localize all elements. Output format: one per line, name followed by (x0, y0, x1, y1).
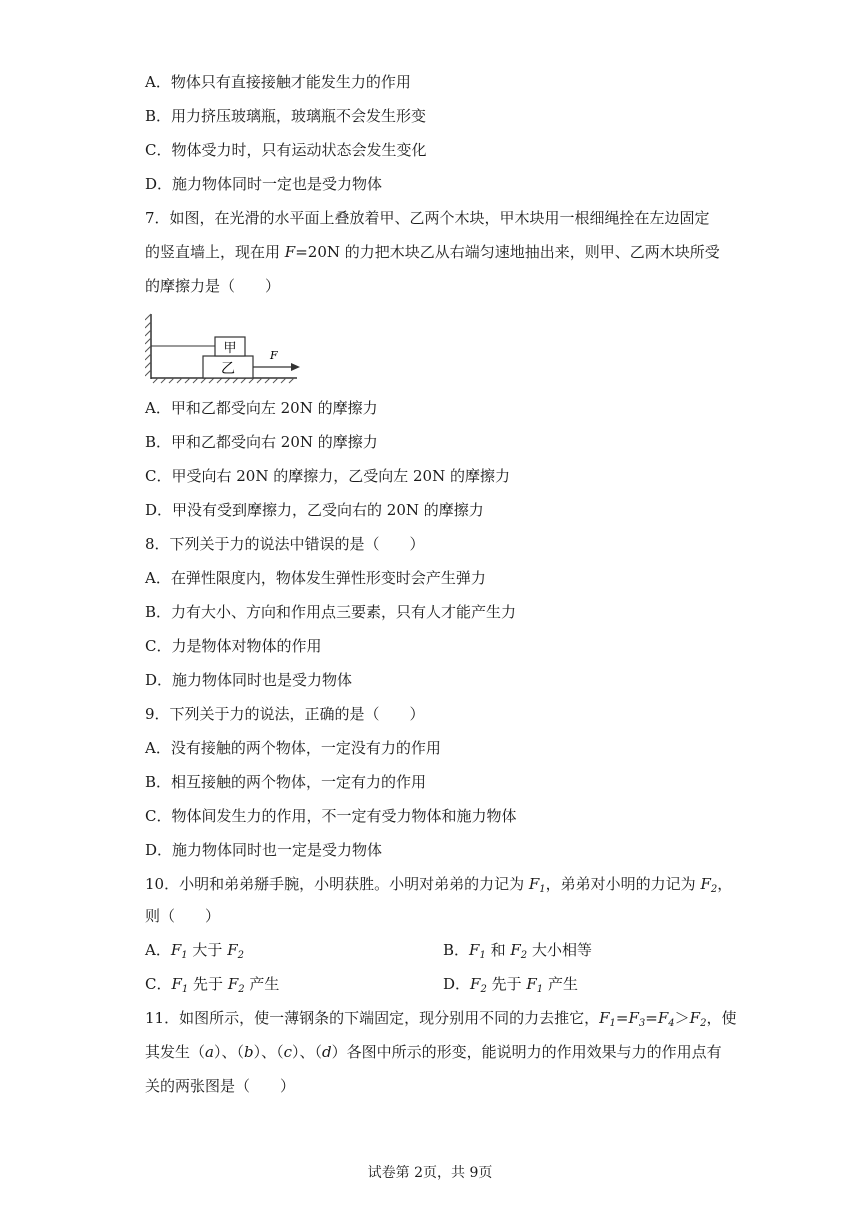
page-footer: 试卷第 2页，共 9页 (367, 1165, 493, 1181)
force-arrow-head (291, 363, 300, 371)
q6-option-c: C．物体受力时，只有运动状态会发生变化 (145, 141, 427, 159)
q10-option-c: C．$F_1$ 先于 $F_2$ 产生 (145, 975, 280, 995)
q10-option-d: D．$F_2$ 先于 $F_1$ 产生 (443, 975, 578, 995)
q9-option-b: B．相互接触的两个物体，一定有力的作用 (145, 773, 427, 791)
q10-option-b: B．$F_1$ 和 $F_2$ 大小相等 (443, 941, 592, 961)
q6-option-b: B．用力挤压玻璃瓶，玻璃瓶不会发生形变 (145, 107, 427, 125)
q10-stem-line1: 10．小明和弟弟掰手腕，小明获胜。小明对弟弟的力记为 $F_1$，弟弟对小明的力记为 $F_2$， (145, 875, 733, 895)
q8-option-c: C．力是物体对物体的作用 (145, 637, 322, 655)
force-label: F (270, 349, 278, 362)
q7-option-b: B．甲和乙都受向右 20N 的摩擦力 (145, 433, 378, 451)
q8-option-b: B．力有大小、方向和作用点三要素，只有人才能产生力 (145, 603, 517, 621)
q11-stem-line3: 关的两张图是（ ） (145, 1077, 296, 1095)
block-jia-label: 甲 (223, 341, 237, 356)
q9-stem: 9．下列关于力的说法，正确的是（ ） (145, 705, 425, 723)
q7-stem-line2: 的竖直墙上，现在用 F=20N 的力把木块乙从右端匀速地抽出来，则甲、乙两木块所受 (145, 243, 720, 261)
q10-stem-line2: 则（ ） (145, 907, 221, 925)
q9-option-d: D．施力物体同时也一定是受力物体 (145, 841, 383, 859)
q11-stem-line1: 11．如图所示，使一薄钢条的下端固定，现分别用不同的力去推它，$F_1=F_3=F_4>F_2$，使 (145, 1009, 737, 1029)
q7-stem-line1: 7．如图，在光滑的水平面上叠放着甲、乙两个木块，甲木块用一根细绳拴在左边固定 (145, 209, 710, 227)
q10-option-a: A．$F_1$ 大于 $F_2$ (145, 941, 244, 961)
q7-figure-svg (145, 312, 305, 384)
q7-option-a: A．甲和乙都受向左 20N 的摩擦力 (145, 399, 378, 417)
q9-option-a: A．没有接触的两个物体，一定没有力的作用 (145, 739, 441, 757)
q7-option-c: C．甲受向右 20N 的摩擦力，乙受向左 20N 的摩擦力 (145, 467, 510, 485)
q6-option-d: D．施力物体同时一定也是受力物体 (145, 175, 383, 193)
q11-stem-line2: 其发生（a）、（b）、（c）、（d）各图中所示的形变，能说明力的作用效果与力的作用点有 (145, 1043, 722, 1061)
q7-figure (145, 312, 305, 384)
q7-stem-line3: 的摩擦力是（ ） (145, 277, 281, 295)
q6-option-a: A．物体只有直接接触才能发生力的作用 (145, 73, 411, 91)
q8-stem: 8．下列关于力的说法中错误的是（ ） (145, 535, 425, 553)
q8-option-a: A．在弹性限度内，物体发生弹性形变时会产生弹力 (145, 569, 486, 587)
q8-option-d: D．施力物体同时也是受力物体 (145, 671, 353, 689)
wall-hatch (145, 314, 151, 376)
block-yi-label: 乙 (221, 361, 235, 377)
q7-option-d: D．甲没有受到摩擦力，乙受向右的 20N 的摩擦力 (145, 501, 484, 519)
q9-option-c: C．物体间发生力的作用，不一定有受力物体和施力物体 (145, 807, 517, 825)
